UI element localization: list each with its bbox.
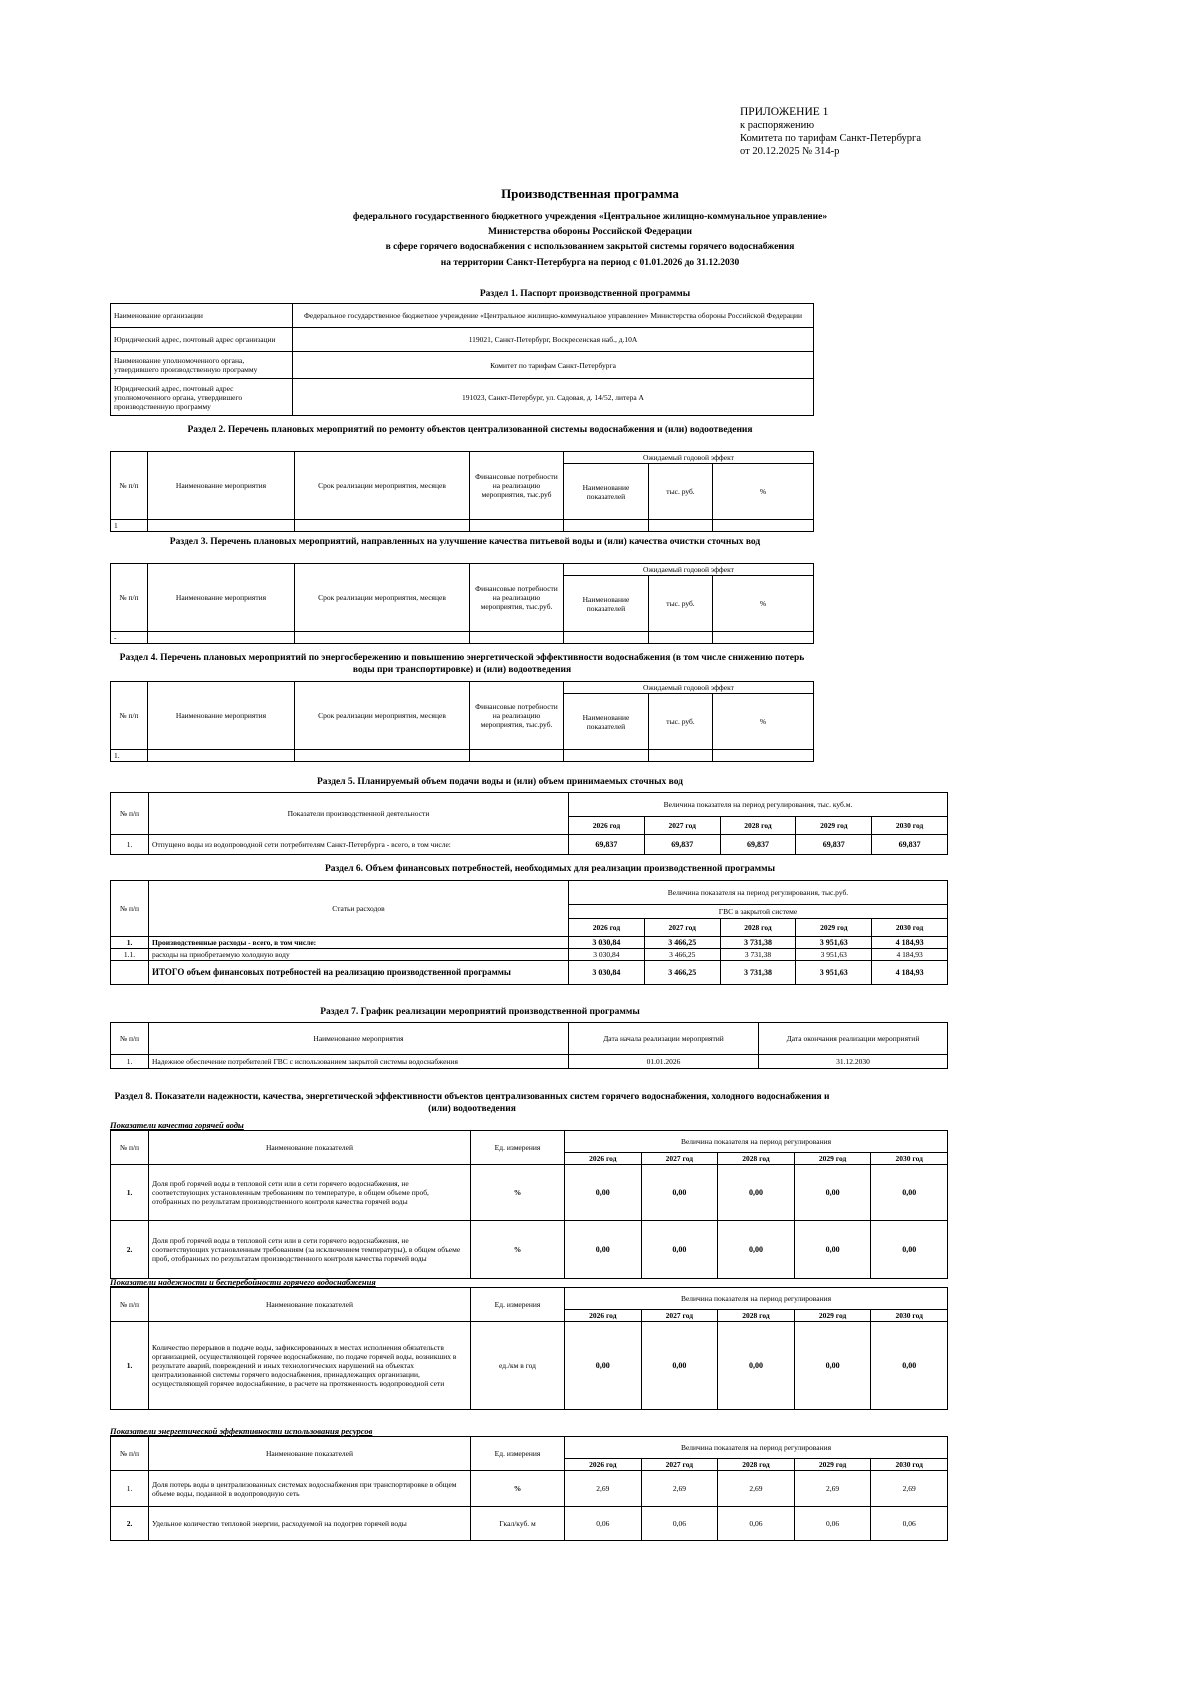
s5-row-num: 1. xyxy=(111,835,149,855)
s8q-row-unit: % xyxy=(471,1165,565,1221)
s1-value: Комитет по тарифам Санкт-Петербурга xyxy=(293,352,814,379)
s1-label: Юридический адрес, почтовый адрес уполномоченного органа, утвердившего производственную программу xyxy=(111,379,293,416)
s4-h-num: № п/п xyxy=(111,682,148,750)
s6-h-val: Величина показателя на период регулирования, тыс.руб. xyxy=(569,881,948,905)
s8q-h-unit: Ед. измерения xyxy=(471,1131,565,1165)
s8e-value: 0,06 xyxy=(641,1507,718,1541)
s2-h-effect: Ожидаемый годовой эффект xyxy=(564,452,814,464)
table-row xyxy=(111,520,814,532)
header-line3: в сфере горячего водоснабжения с использованием закрытой системы горячего водоснабжения xyxy=(385,242,795,252)
s6-value: 3 030,84 xyxy=(569,937,645,949)
s8r-year: 2028 год xyxy=(718,1310,795,1322)
s8q-value: 0,00 xyxy=(565,1221,642,1279)
s3-h-name: Наименование мероприятия xyxy=(148,564,295,632)
s8q-value: 0,00 xyxy=(718,1165,795,1221)
s4-h-term: Срок реализации мероприятия, месяцев xyxy=(295,682,470,750)
s8q-value: 0,00 xyxy=(794,1221,871,1279)
s6-year: 2028 год xyxy=(720,919,796,937)
table-row xyxy=(111,937,948,949)
s4-h-fin: Финансовые потребности на реализацию мероприятия, тыс.руб. xyxy=(470,682,564,750)
table-row xyxy=(111,352,814,379)
s8e-row-unit: % xyxy=(471,1471,565,1507)
s8r-year: 2026 год xyxy=(565,1310,642,1322)
s6-total-name: ИТОГО объем финансовых потребностей на реализацию производственной программы xyxy=(149,961,569,985)
s8e-year: 2030 год xyxy=(871,1459,948,1471)
s4-title: Раздел 4. Перечень плановых мероприятий по энергосбережению и повышению энергетической эффективности водоснабжения (в том числе снижению потерь воды при транспортировке) и (или) водоотведения xyxy=(119,653,805,675)
annex-block xyxy=(740,106,921,158)
s8e-year: 2029 год xyxy=(794,1459,871,1471)
s8q-value: 0,00 xyxy=(641,1165,718,1221)
s8e-value: 2,69 xyxy=(718,1471,795,1507)
s6-year: 2029 год xyxy=(796,919,872,937)
s8r-h-unit: Ед. измерения xyxy=(471,1288,565,1322)
s3-table xyxy=(110,563,814,644)
s6-row-name: Производственные расходы - всего, в том числе: xyxy=(149,937,569,949)
s8-title: Раздел 8. Показатели надежности, качества, энергетической эффективности объектов централизованных систем горячего водоснабжения, холодного водоснабжения и (или) водоотведения xyxy=(114,1092,830,1114)
s8q-row-unit: % xyxy=(471,1221,565,1279)
s5-h-num: № п/п xyxy=(111,793,149,835)
s8q-h-val: Величина показателя на период регулирования xyxy=(565,1131,948,1153)
s8e-year: 2028 год xyxy=(718,1459,795,1471)
s8q-year: 2027 год xyxy=(641,1153,718,1165)
s4-h-rub: тыс. руб. xyxy=(649,694,713,750)
s8r-row-unit: ед./км в год xyxy=(471,1322,565,1410)
s8q-year: 2028 год xyxy=(718,1153,795,1165)
s3-h-ind: Наименование показателей xyxy=(564,576,649,632)
s6-row-num: 1. xyxy=(111,937,149,949)
s1-title: Раздел 1. Паспорт производственной программы xyxy=(479,289,691,299)
s8e-row-num: 1. xyxy=(111,1471,149,1507)
s8q-row-name: Доля проб горячей воды в тепловой сети или в сети горячего водоснабжения, не соответствующих установленным требованиям по температуре, в общем объеме проб, отобранных по результатам производственного контроля качества горячей воды xyxy=(149,1165,471,1221)
s2-h-rub: тыс. руб. xyxy=(649,464,713,520)
s8-quality-table xyxy=(110,1130,948,1279)
s5-row-name: Отпущено воды из водопроводной сети потребителям Санкт-Петербурга - всего, в том числе: xyxy=(149,835,569,855)
s2-h-ind: Наименование показателей xyxy=(564,464,649,520)
s7-row-num: 1. xyxy=(111,1055,149,1069)
s8e-value: 2,69 xyxy=(641,1471,718,1507)
table-row xyxy=(111,632,814,644)
s1-label: Наименование уполномоченного органа, утвердившего производственную программу xyxy=(111,352,293,379)
s6-row-num: 1.1. xyxy=(111,949,149,961)
s4-row-num: 1. xyxy=(111,750,148,762)
s6-value: 3 951,63 xyxy=(796,937,872,949)
s8e-h-val: Величина показателя на период регулирования xyxy=(565,1437,948,1459)
s2-h-fin: Финансовые потребности на реализацию мероприятия, тыс.руб xyxy=(470,452,564,520)
s7-h-num: № п/п xyxy=(111,1023,149,1055)
s7-title: Раздел 7. График реализации мероприятий производственной программы xyxy=(320,1007,640,1017)
s8e-row-unit: Гкал/куб. м xyxy=(471,1507,565,1541)
s8q-row-num: 2. xyxy=(111,1221,149,1279)
s3-h-num: № п/п xyxy=(111,564,148,632)
s2-table xyxy=(110,451,814,532)
s8r-year: 2030 год xyxy=(871,1310,948,1322)
s6-title: Раздел 6. Объем финансовых потребностей, необходимых для реализации производственной программы xyxy=(324,864,776,874)
s8r-h-name: Наименование показателей xyxy=(149,1288,471,1322)
s8-quality-subtitle: Показатели качества горячей воды xyxy=(110,1120,244,1130)
s8q-value: 0,00 xyxy=(565,1165,642,1221)
s5-value: 69,837 xyxy=(569,835,645,855)
s8e-value: 0,06 xyxy=(871,1507,948,1541)
annex-title: ПРИЛОЖЕНИЕ 1 xyxy=(740,106,829,118)
s2-h-term: Срок реализации мероприятия, месяцев xyxy=(295,452,470,520)
s8q-row-num: 1. xyxy=(111,1165,149,1221)
s7-h-name: Наименование мероприятия xyxy=(149,1023,569,1055)
s5-value: 69,837 xyxy=(872,835,948,855)
s8q-h-num: № п/п xyxy=(111,1131,149,1165)
s1-value: 191023, Санкт-Петербург, ул. Садовая, д. 14/52, литера А xyxy=(293,379,814,416)
table-row xyxy=(111,949,948,961)
s5-value: 69,837 xyxy=(796,835,872,855)
s3-title: Раздел 3. Перечень плановых мероприятий, направленных на улучшение качества питьевой воды и (или) качества очистки сточных вод xyxy=(169,537,761,547)
s8q-value: 0,00 xyxy=(641,1221,718,1279)
table-row xyxy=(111,750,814,762)
s8r-value: 0,00 xyxy=(871,1322,948,1410)
s7-h-start: Дата начала реализации мероприятий xyxy=(569,1023,759,1055)
s4-h-pct: % xyxy=(713,694,814,750)
s6-row-name: расходы на приобретаемую холодную воду xyxy=(149,949,569,961)
table-row xyxy=(111,1322,948,1410)
s5-year: 2027 год xyxy=(644,817,720,835)
s8e-row-name: Доля потерь воды в централизованных системах водоснабжения при транспортировке в общем объеме воды, поданной в водопроводную сеть xyxy=(149,1471,471,1507)
table-row xyxy=(111,1055,948,1069)
s6-value: 3 731,38 xyxy=(720,937,796,949)
s8q-value: 0,00 xyxy=(871,1165,948,1221)
s6-value: 4 184,93 xyxy=(872,937,948,949)
s2-h-num: № п/п xyxy=(111,452,148,520)
s8e-year: 2027 год xyxy=(641,1459,718,1471)
s2-row-num: 1 xyxy=(111,520,148,532)
s6-total-value: 3 951,63 xyxy=(796,961,872,985)
s6-h-system: ГВС в закрытой системе xyxy=(569,905,948,919)
s5-year: 2028 год xyxy=(720,817,796,835)
s7-row-end: 31.12.2030 xyxy=(759,1055,948,1069)
s2-title: Раздел 2. Перечень плановых мероприятий по ремонту объектов централизованной системы водоснабжения и (или) водоотведения xyxy=(187,425,753,435)
s8e-row-name: Удельное количество тепловой энергии, расходуемой на подогрев горячей воды xyxy=(149,1507,471,1541)
s5-title: Раздел 5. Планируемый объем подачи воды и (или) объем принимаемых сточных вод xyxy=(317,777,683,787)
table-row xyxy=(111,1221,948,1279)
s6-value: 3 951,63 xyxy=(796,949,872,961)
s5-h-ind: Показатели производственной деятельности xyxy=(149,793,569,835)
table-row xyxy=(111,328,814,352)
s8e-row-num: 2. xyxy=(111,1507,149,1541)
annex-line3: от 20.12.2025 № 314-р xyxy=(740,146,840,157)
s1-label: Юридический адрес, почтовый адрес организации xyxy=(111,328,293,352)
table-row xyxy=(111,379,814,416)
s5-year: 2026 год xyxy=(569,817,645,835)
s3-h-effect: Ожидаемый годовой эффект xyxy=(564,564,814,576)
s3-row-num: - xyxy=(111,632,148,644)
s1-value: 119021, Санкт-Петербург, Воскресенская наб., д.10А xyxy=(293,328,814,352)
s8-reliability-table xyxy=(110,1287,948,1410)
s8r-value: 0,00 xyxy=(565,1322,642,1410)
s8q-value: 0,00 xyxy=(871,1221,948,1279)
table-row xyxy=(111,1507,948,1541)
s6-value: 3 466,25 xyxy=(644,949,720,961)
s8e-h-name: Наименование показателей xyxy=(149,1437,471,1471)
header-line4: на территории Санкт-Петербурга на период с 01.01.2026 до 31.12.2030 xyxy=(440,258,740,268)
s4-table xyxy=(110,681,814,762)
s6-value: 3 731,38 xyxy=(720,949,796,961)
s5-year: 2029 год xyxy=(796,817,872,835)
s6-year: 2027 год xyxy=(644,919,720,937)
s8e-year: 2026 год xyxy=(565,1459,642,1471)
s6-total-value: 3 030,84 xyxy=(569,961,645,985)
s8q-year: 2030 год xyxy=(871,1153,948,1165)
s6-total-value: 4 184,93 xyxy=(872,961,948,985)
s5-value: 69,837 xyxy=(644,835,720,855)
s8q-row-name: Доля проб горячей воды в тепловой сети или в сети горячего водоснабжения, не соответствующих установленным требованиям (за исключением температуры), в общем объеме проб, отобранных по результатам производственного контроля качества горячей воды xyxy=(149,1221,471,1279)
s8e-value: 0,06 xyxy=(565,1507,642,1541)
s3-h-fin: Финансовые потребности на реализацию мероприятия, тыс.руб. xyxy=(470,564,564,632)
s7-table xyxy=(110,1022,948,1069)
s5-value: 69,837 xyxy=(720,835,796,855)
header-line1: федерального государственного бюджетного учреждения «Центральное жилищно-коммунальное управление» xyxy=(352,212,828,222)
header-line2: Министерства обороны Российской Федерации xyxy=(488,227,692,237)
s2-h-name: Наименование мероприятия xyxy=(148,452,295,520)
s6-h-num: № п/п xyxy=(111,881,149,937)
s8r-year: 2029 год xyxy=(794,1310,871,1322)
annex-line2: Комитета по тарифам Санкт-Петербурга xyxy=(740,133,922,144)
table-row xyxy=(111,1471,948,1507)
s8q-h-name: Наименование показателей xyxy=(149,1131,471,1165)
page-title: Производственная программа xyxy=(501,186,679,201)
s6-value: 3 030,84 xyxy=(569,949,645,961)
s8e-value: 2,69 xyxy=(565,1471,642,1507)
s3-h-term: Срок реализации мероприятия, месяцев xyxy=(295,564,470,632)
s8r-h-val: Величина показателя на период регулирования xyxy=(565,1288,948,1310)
s4-h-effect: Ожидаемый годовой эффект xyxy=(564,682,814,694)
s6-value: 3 466,25 xyxy=(644,937,720,949)
s3-h-rub: тыс. руб. xyxy=(649,576,713,632)
s8e-value: 2,69 xyxy=(871,1471,948,1507)
s8r-row-name: Количество перерывов в подаче воды, зафиксированных в местах исполнения обязательств организацией, осуществляющей горячее водоснабжение, по подаче горячей воды, возникших в результате аварий, повреждений и иных технологических нарушений на объектах централизованной системы горячего водоснабжения, принадлежащих организации, осуществляющей горячее водоснабжение, в расчете на протяженность водопроводной сети xyxy=(149,1322,471,1410)
table-row xyxy=(111,304,814,328)
s8-reliability-subtitle: Показатели надежности и бесперебойности горячего водоснабжения xyxy=(110,1277,376,1287)
s8e-value: 0,06 xyxy=(794,1507,871,1541)
s8r-h-num: № п/п xyxy=(111,1288,149,1322)
s1-label: Наименование организации xyxy=(111,304,293,328)
s6-total-value: 3 466,25 xyxy=(644,961,720,985)
table-row xyxy=(111,835,948,855)
s5-h-val: Величина показателя на период регулирования, тыс. куб.м. xyxy=(569,793,948,817)
s8q-year: 2026 год xyxy=(565,1153,642,1165)
s5-table xyxy=(110,792,948,855)
s1-table xyxy=(110,303,814,416)
s8r-value: 0,00 xyxy=(641,1322,718,1410)
s7-row-name: Надежное обеспечение потребителей ГВС с использованием закрытой системы водоснабжения xyxy=(149,1055,569,1069)
s8e-h-unit: Ед. измерения xyxy=(471,1437,565,1471)
annex-line1: к распоряжению xyxy=(740,120,815,131)
s7-row-start: 01.01.2026 xyxy=(569,1055,759,1069)
s8-energy-table xyxy=(110,1436,948,1541)
s8e-h-num: № п/п xyxy=(111,1437,149,1471)
s7-h-end: Дата окончания реализации мероприятий xyxy=(759,1023,948,1055)
s1-value: Федеральное государственное бюджетное учреждение «Центральное жилищно-коммунальное управление» Министерства обороны Российской Федерации xyxy=(293,304,814,328)
s8q-year: 2029 год xyxy=(794,1153,871,1165)
s8r-year: 2027 год xyxy=(641,1310,718,1322)
s6-h-items: Статьи расходов xyxy=(149,881,569,937)
table-row xyxy=(111,1165,948,1221)
s8e-value: 0,06 xyxy=(718,1507,795,1541)
s6-year: 2030 год xyxy=(872,919,948,937)
table-row xyxy=(111,961,948,985)
s8r-value: 0,00 xyxy=(718,1322,795,1410)
s8q-value: 0,00 xyxy=(718,1221,795,1279)
s8r-value: 0,00 xyxy=(794,1322,871,1410)
s8-energy-subtitle: Показатели энергетической эффективности использования ресурсов xyxy=(110,1426,373,1436)
s8r-row-num: 1. xyxy=(111,1322,149,1410)
s4-h-ind: Наименование показателей xyxy=(564,694,649,750)
s6-total-value: 3 731,38 xyxy=(720,961,796,985)
s6-year: 2026 год xyxy=(569,919,645,937)
s3-h-pct: % xyxy=(713,576,814,632)
s6-value: 4 184,93 xyxy=(872,949,948,961)
s5-year: 2030 год xyxy=(872,817,948,835)
s4-h-name: Наименование мероприятия xyxy=(148,682,295,750)
s8e-value: 2,69 xyxy=(794,1471,871,1507)
s8q-value: 0,00 xyxy=(794,1165,871,1221)
s6-table xyxy=(110,880,948,985)
s2-h-pct: % xyxy=(713,464,814,520)
